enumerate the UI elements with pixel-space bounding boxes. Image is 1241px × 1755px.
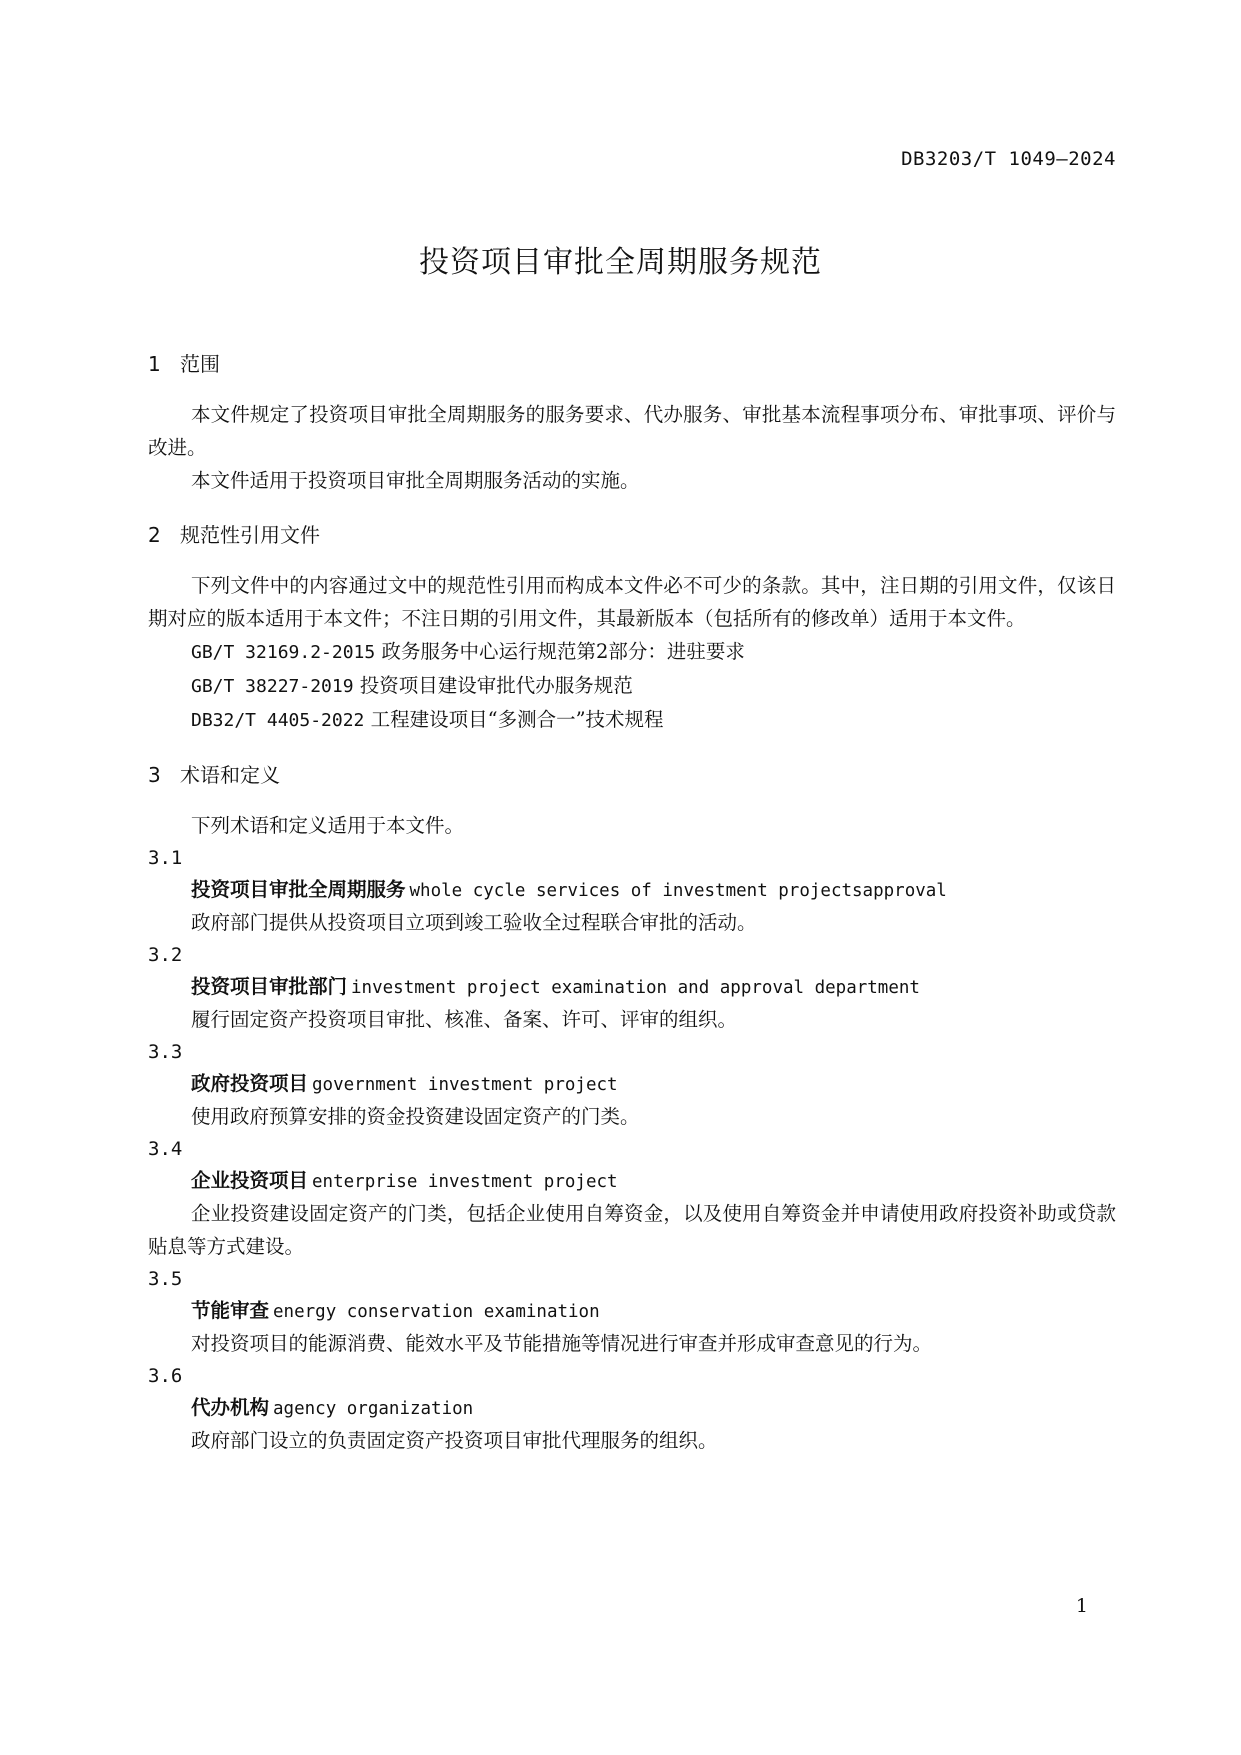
term-zh: 政府投资项目 <box>191 1072 309 1095</box>
section-heading-scope <box>148 348 1116 380</box>
section-title: 规范性引用文件 <box>180 523 320 547</box>
term-en: energy conservation examination <box>273 1302 600 1322</box>
term-zh: 代办机构 <box>191 1396 270 1419</box>
reference-item <box>148 669 1116 703</box>
term-number: 3.6 <box>148 1365 183 1387</box>
document-title: 投资项目审批全周期服务规范 <box>419 245 822 280</box>
term-entry <box>148 1295 1116 1327</box>
reference-code: GB/T 38227-2019 <box>191 676 354 697</box>
reference-code: DB32/T 4405-2022 <box>191 710 365 731</box>
term-definition: 使用政府预算安排的资金投资建设固定资产的门类。 <box>191 1105 640 1128</box>
term-definition: 政府部门提供从投资项目立项到竣工验收全过程联合审批的活动。 <box>191 911 757 934</box>
term-number: 3.3 <box>148 1041 183 1063</box>
term-zh: 投资项目审批全周期服务 <box>191 878 406 901</box>
section-number: 1 <box>148 352 161 376</box>
paragraph: 下列术语和定义适用于本文件。 <box>191 814 465 837</box>
term-definition: 政府部门设立的负责固定资产投资项目审批代理服务的组织。 <box>191 1429 718 1452</box>
document-body <box>148 348 1116 1457</box>
term-definition: 对投资项目的能源消费、能效水平及节能措施等情况进行审查并形成审查意见的行为。 <box>191 1332 933 1355</box>
term-en: investment project examination and approval department <box>351 978 920 998</box>
term-number: 3.1 <box>148 847 183 869</box>
term-zh: 节能审查 <box>191 1299 270 1322</box>
term-en: agency organization <box>273 1399 474 1419</box>
page-number: 1 <box>1075 1595 1088 1617</box>
reference-title: 工程建设项目“多测合一”技术规程 <box>370 708 664 731</box>
term-en: government investment project <box>312 1075 618 1095</box>
section-title: 范围 <box>180 352 220 376</box>
section-heading-terms-definitions <box>148 759 1116 791</box>
term-number: 3.5 <box>148 1268 183 1290</box>
term-entry <box>148 971 1116 1003</box>
term-definition: 企业投资建设固定资产的门类，包括企业使用自筹资金，以及使用自筹资金并申请使用政府投资补助或贷款贴息等方式建设。 <box>148 1202 1116 1258</box>
term-entry <box>148 1165 1116 1197</box>
section-number: 3 <box>148 763 161 787</box>
paragraph: 本文件适用于投资项目审批全周期服务活动的实施。 <box>191 469 640 492</box>
term-entry <box>148 1392 1116 1424</box>
section-heading-normative-references <box>148 519 1116 551</box>
term-zh: 投资项目审批部门 <box>191 975 348 998</box>
reference-title: 政务服务中心运行规范第2部分：进驻要求 <box>381 640 745 663</box>
section-title: 术语和定义 <box>180 763 280 787</box>
reference-item <box>148 635 1116 669</box>
term-zh: 企业投资项目 <box>191 1169 309 1192</box>
term-entry <box>148 874 1116 906</box>
standard-code: DB3203/T 1049—2024 <box>901 148 1116 170</box>
term-en: whole cycle services of investment projectsapproval <box>409 881 947 901</box>
term-number: 3.4 <box>148 1138 183 1160</box>
paragraph: 本文件规定了投资项目审批全周期服务的服务要求、代办服务、审批基本流程事项分布、审批事项、评价与改进。 <box>148 403 1116 459</box>
reference-code: GB/T 32169.2-2015 <box>191 642 376 663</box>
term-en: enterprise investment project <box>312 1172 618 1192</box>
term-entry <box>148 1068 1116 1100</box>
term-number: 3.2 <box>148 944 183 966</box>
reference-item <box>148 703 1116 737</box>
section-number: 2 <box>148 523 161 547</box>
paragraph: 下列文件中的内容通过文中的规范性引用而构成本文件必不可少的条款。其中，注日期的引用文件，仅该日期对应的版本适用于本文件；不注日期的引用文件，其最新版本（包括所有的修改单）适用于本文件。 <box>148 574 1116 630</box>
reference-title: 投资项目建设审批代办服务规范 <box>359 674 633 697</box>
term-definition: 履行固定资产投资项目审批、核准、备案、许可、评审的组织。 <box>191 1008 738 1031</box>
